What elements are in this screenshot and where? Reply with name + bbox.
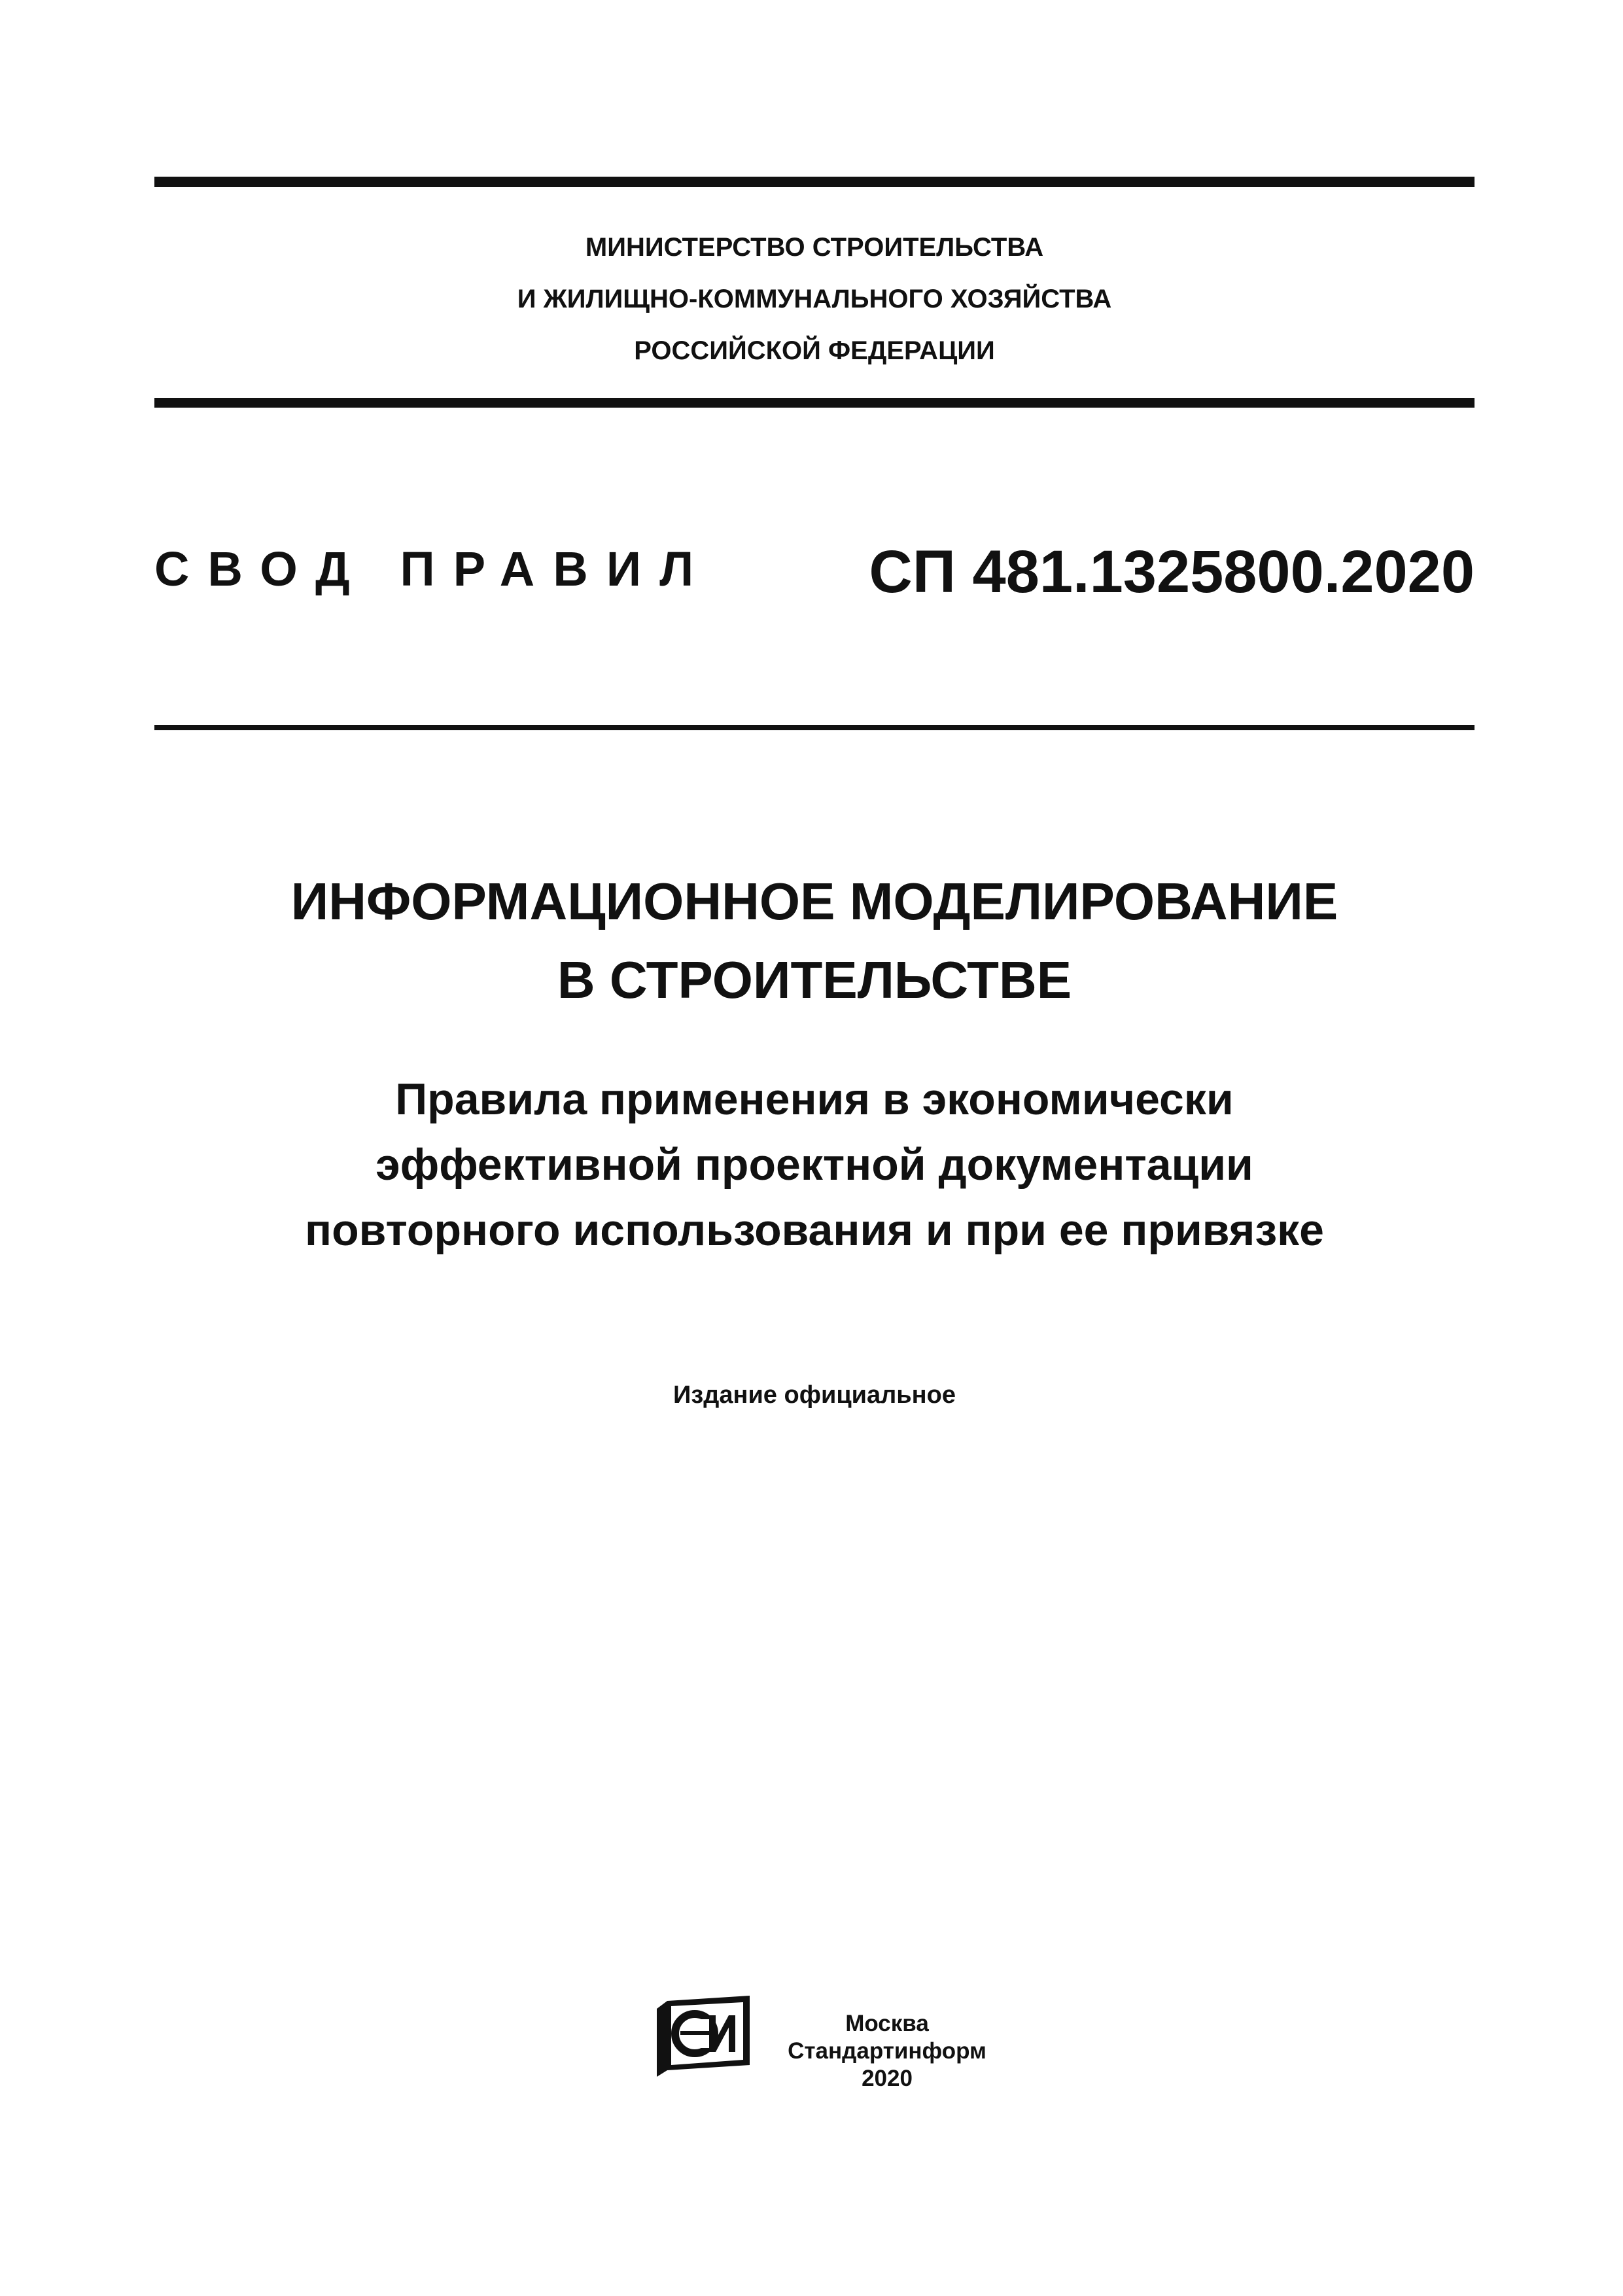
ministry-line-2: И ЖИЛИЩНО-КОММУНАЛЬНОГО ХОЗЯЙСТВА (517, 285, 1112, 313)
publisher-name: Стандартинформ (788, 2038, 986, 2064)
edition-label: Издание официальное (673, 1381, 956, 1409)
publisher-city: Москва (845, 2011, 929, 2036)
document-code: СП 481.1325800.2020 (869, 539, 1475, 605)
title-line-2: В СТРОИТЕЛЬСТВЕ (557, 951, 1072, 1009)
title-line-1: ИНФОРМАЦИОННОЕ МОДЕЛИРОВАНИЕ (290, 872, 1338, 930)
subtitle-line-1: Правила применения в экономически (395, 1074, 1234, 1124)
document-type-label: СВОД ПРАВИЛ (154, 542, 712, 596)
top-thick-rule (154, 177, 1475, 187)
standartinform-logo-icon (654, 1994, 752, 2079)
thin-rule (154, 725, 1475, 730)
publication-year: 2020 (862, 2066, 913, 2091)
middle-thick-rule (154, 398, 1475, 408)
subtitle-line-3: повторного использования и при ее привязке (305, 1205, 1324, 1255)
ministry-line-3: РОССИЙСКОЙ ФЕДЕРАЦИИ (634, 336, 995, 365)
subtitle-line-2: эффективной проектной документации (375, 1140, 1253, 1190)
ministry-line-1: МИНИСТЕРСТВО СТРОИТЕЛЬСТВА (585, 233, 1044, 262)
